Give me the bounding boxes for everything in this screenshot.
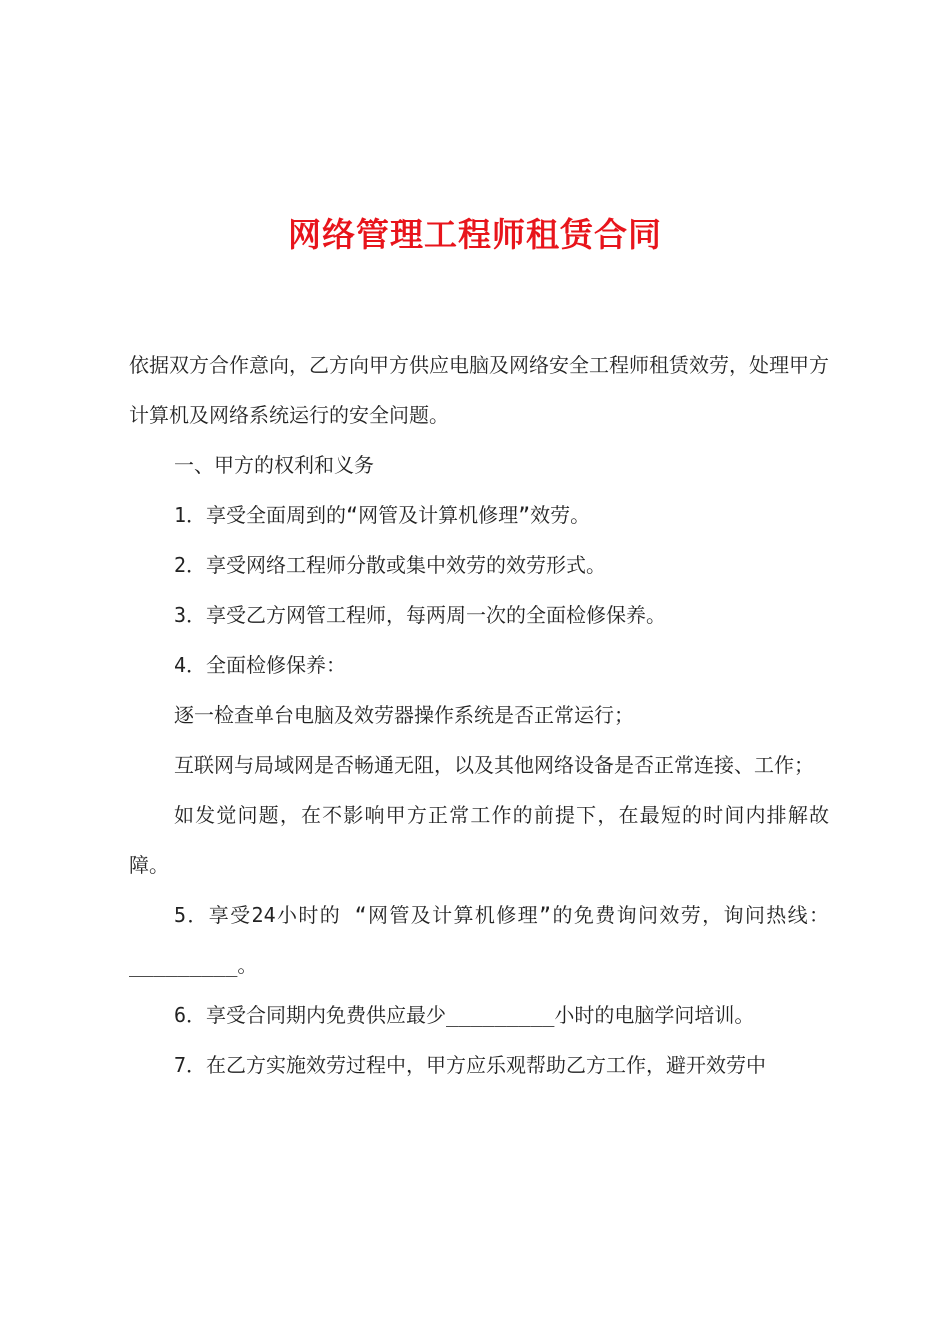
- clause-5: 5．享受24小时的 “网管及计算机修理”的免费询问效劳，询问热线：_________。: [129, 903, 829, 977]
- clause-6: 6．享受合同期内免费供应最少_________小时的电脑学问培训。: [174, 1003, 755, 1027]
- clause-2: 2．享受网络工程师分散或集中效劳的效劳形式。: [174, 553, 607, 577]
- clause-7: 7．在乙方实施效劳过程中，甲方应乐观帮助乙方工作，避开效劳中: [174, 1053, 767, 1077]
- clause-3: 3．享受乙方网管工程师，每两周一次的全面检修保养。: [174, 603, 667, 627]
- clause-4-item-2: 互联网与局域网是否畅通无阻，以及其他网络设备是否正常连接、工作；: [174, 753, 814, 777]
- section-heading-party-a: 一、甲方的权利和义务: [174, 453, 374, 477]
- document-body: [129, 340, 829, 1090]
- clause-4-item-3: 如发觉问题，在不影响甲方正常工作的前提下，在最短的时间内排解故障。: [129, 803, 829, 877]
- document-title: 网络管理工程师租赁合同: [288, 215, 662, 254]
- clause-1: 1．享受全面周到的“网管及计算机修理”效劳。: [174, 503, 591, 527]
- intro-paragraph: 依据双方合作意向，乙方向甲方供应电脑及网络安全工程师租赁效劳，处理甲方计算机及网络系统运行的安全问题。: [129, 353, 829, 427]
- clause-4: 4．全面检修保养：: [174, 653, 347, 677]
- clause-4-item-1: 逐一检查单台电脑及效劳器操作系统是否正常运行；: [174, 703, 634, 727]
